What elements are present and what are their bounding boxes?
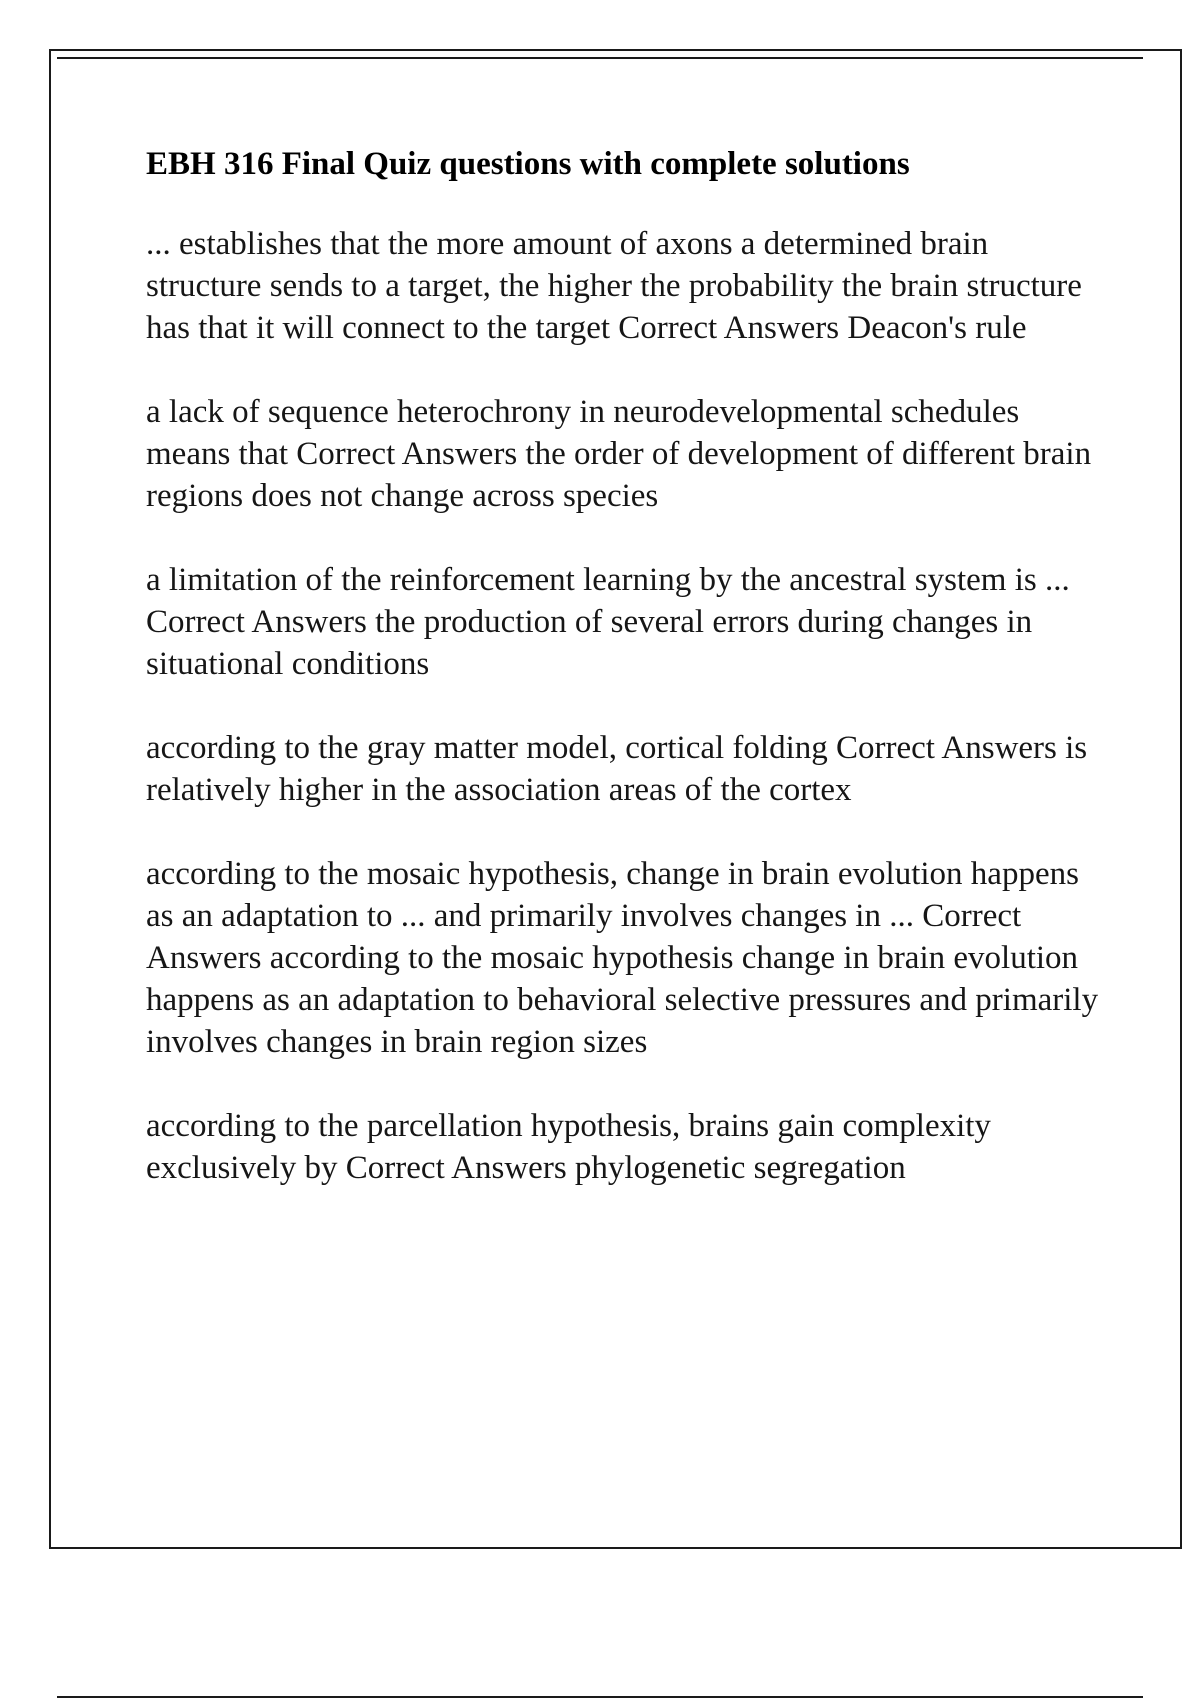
qa-item [146,727,1106,811]
answer-text: is relatively higher in the association areas of the cortex [146,730,1096,808]
answer-text: the production of several errors during changes in situational conditions [146,604,1041,682]
question-text: ... establishes that the more amount of axons a determined brain structure sends to a target, the higher the probability the brain structure has that it will connect to the target [146,226,1091,346]
qa-item [146,391,1106,517]
correct-answers-label: Correct Answers [836,730,1057,766]
qa-item [146,223,1106,349]
document-title: EBH 316 Final Quiz questions with complete solutions [146,146,910,182]
question-text: a lack of sequence heterochrony in neurodevelopmental schedules means that [146,394,1028,472]
answer-text: according to the mosaic hypothesis change in brain evolution happens as an adaptation to behavioral selective pressures and primarily involves changes in brain region sizes [146,940,1107,1060]
footer-rule [57,1696,1143,1698]
question-text: a limitation of the reinforcement learning by the ancestral system is ... [146,562,1070,598]
qa-item [146,559,1106,685]
answer-text: the order of development of different brain regions does not change across species [146,436,1100,514]
question-text: according to the mosaic hypothesis, change in brain evolution happens as an adaptation to ... and primarily involves changes in ... [146,856,1088,934]
question-text: according to the parcellation hypothesis, brains gain complexity exclusively by [146,1108,1000,1186]
qa-item [146,853,1106,1063]
document-body [146,143,1106,1231]
answer-text: phylogenetic segregation [574,1150,906,1186]
correct-answers-label: Correct Answers [345,1150,567,1186]
correct-answers-label: Correct Answers [146,604,367,640]
correct-answers-label: Correct Answers [618,310,840,346]
answer-text: Deacon's rule [847,310,1027,346]
question-text: according to the gray matter model, cortical folding [146,730,828,766]
correct-answers-label: Correct Answers [146,898,1028,976]
correct-answers-label: Correct Answers [296,436,518,472]
qa-item [146,1105,1106,1189]
header-rule [57,57,1143,59]
